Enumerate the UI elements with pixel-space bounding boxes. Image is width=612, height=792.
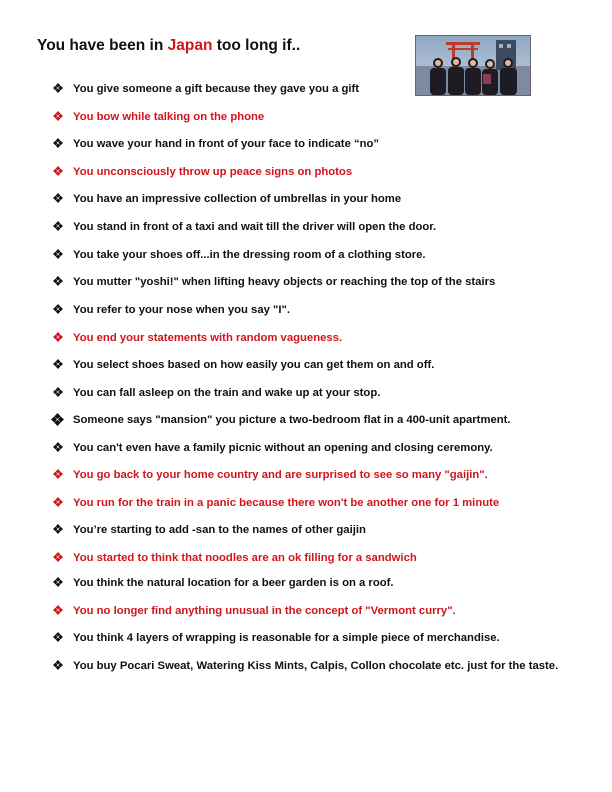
diamond-bullet-icon: [53, 138, 63, 148]
list-item-text: You buy Pocari Sweat, Watering Kiss Mints, Calpis, Collon chocolate etc. just for the taste.: [73, 660, 559, 672]
list-item: [53, 386, 573, 401]
list-item: [53, 220, 573, 235]
list-item: [53, 604, 573, 619]
list-item: [53, 303, 573, 318]
title-accent-word: Japan: [167, 37, 213, 54]
diamond-bullet-icon: [53, 497, 63, 507]
list-item: [53, 110, 573, 125]
list-item: [53, 523, 573, 538]
diamond-bullet-icon: [53, 577, 63, 587]
list-item-text: You think the natural location for a beer garden is on a roof.: [73, 577, 394, 589]
list-item-text: You can fall asleep on the train and wake up at your stop.: [73, 387, 381, 399]
list-item: [53, 659, 573, 674]
list-item-text: You select shoes based on how easily you can get them on and off.: [73, 359, 435, 371]
list-item: [53, 165, 573, 180]
list-item: [53, 331, 573, 346]
list-item: [53, 496, 573, 511]
list-item: [53, 137, 573, 152]
diamond-bullet-icon: [53, 166, 63, 176]
diamond-bullet-icon: [53, 304, 63, 314]
diamond-bullet-icon: [51, 413, 64, 426]
list-item-text: You’re starting to add -san to the names of other gaijin: [73, 524, 366, 536]
diamond-bullet-icon: [53, 552, 63, 562]
diamond-bullet-icon: [53, 276, 63, 286]
list-item-text: You give someone a gift because they gave you a gift: [73, 83, 360, 95]
list-item-text: You have an impressive collection of umbrellas in your home: [73, 193, 402, 205]
diamond-bullet-icon: [53, 332, 63, 342]
list-item: [53, 82, 573, 97]
list-item: [53, 248, 573, 263]
list-item: [53, 576, 573, 591]
list-item-text: You unconsciously throw up peace signs on photos: [73, 166, 353, 178]
diamond-bullet-icon: [53, 111, 63, 121]
title-prefix: You have been in: [37, 37, 168, 54]
list-item-text: You started to think that noodles are an ok filling for a sandwich: [73, 552, 417, 564]
diamond-bullet-icon: [53, 221, 63, 231]
list-item: [53, 551, 573, 566]
list-item-text: You bow while talking on the phone: [73, 111, 265, 123]
list-item-text: You wave your hand in front of your face to indicate “no”: [73, 138, 380, 150]
list-item: [53, 468, 573, 483]
diamond-bullet-icon: [53, 632, 63, 642]
diamond-bullet-icon: [53, 193, 63, 203]
list-item: [53, 631, 573, 646]
diamond-bullet-icon: [53, 442, 63, 452]
list-item-text: You end your statements with random vagueness.: [73, 332, 343, 344]
list-item-text: You run for the train in a panic because there won't be another one for 1 minute: [73, 497, 500, 509]
diamond-bullet-icon: [53, 387, 63, 397]
diamond-bullet-icon: [53, 524, 63, 534]
list-item: [53, 275, 573, 290]
diamond-bullet-icon: [53, 249, 63, 259]
diamond-bullet-icon: [53, 83, 63, 93]
list-item-text: You no longer find anything unusual in the concept of "Vermont curry".: [73, 605, 456, 617]
list-item-text: You mutter "yoshi!" when lifting heavy objects or reaching the top of the stairs: [73, 276, 496, 288]
diamond-bullet-icon: [53, 359, 63, 369]
diamond-bullet-icon: [53, 469, 63, 479]
list-item-text: You refer to your nose when you say "I".: [73, 304, 291, 316]
list-item: [53, 413, 573, 428]
list-item: [53, 441, 573, 456]
list-item-text: Someone says "mansion" you picture a two-bedroom flat in a 400-unit apartment.: [73, 414, 511, 426]
page-title: [37, 37, 300, 55]
list-item: [53, 358, 573, 373]
list-item-text: You think 4 layers of wrapping is reasonable for a simple piece of merchandise.: [73, 632, 500, 644]
list-item-text: You go back to your home country and are surprised to see so many "gaijin".: [73, 469, 488, 481]
list-item-text: You can't even have a family picnic without an opening and closing ceremony.: [73, 442, 493, 454]
title-suffix: too long if..: [212, 37, 301, 54]
diamond-bullet-icon: [53, 660, 63, 670]
list-item: [53, 192, 573, 207]
diamond-bullet-icon: [53, 605, 63, 615]
list-item-text: You take your shoes off...in the dressing room of a clothing store.: [73, 249, 426, 261]
list-item-text: You stand in front of a taxi and wait till the driver will open the door.: [73, 221, 437, 233]
